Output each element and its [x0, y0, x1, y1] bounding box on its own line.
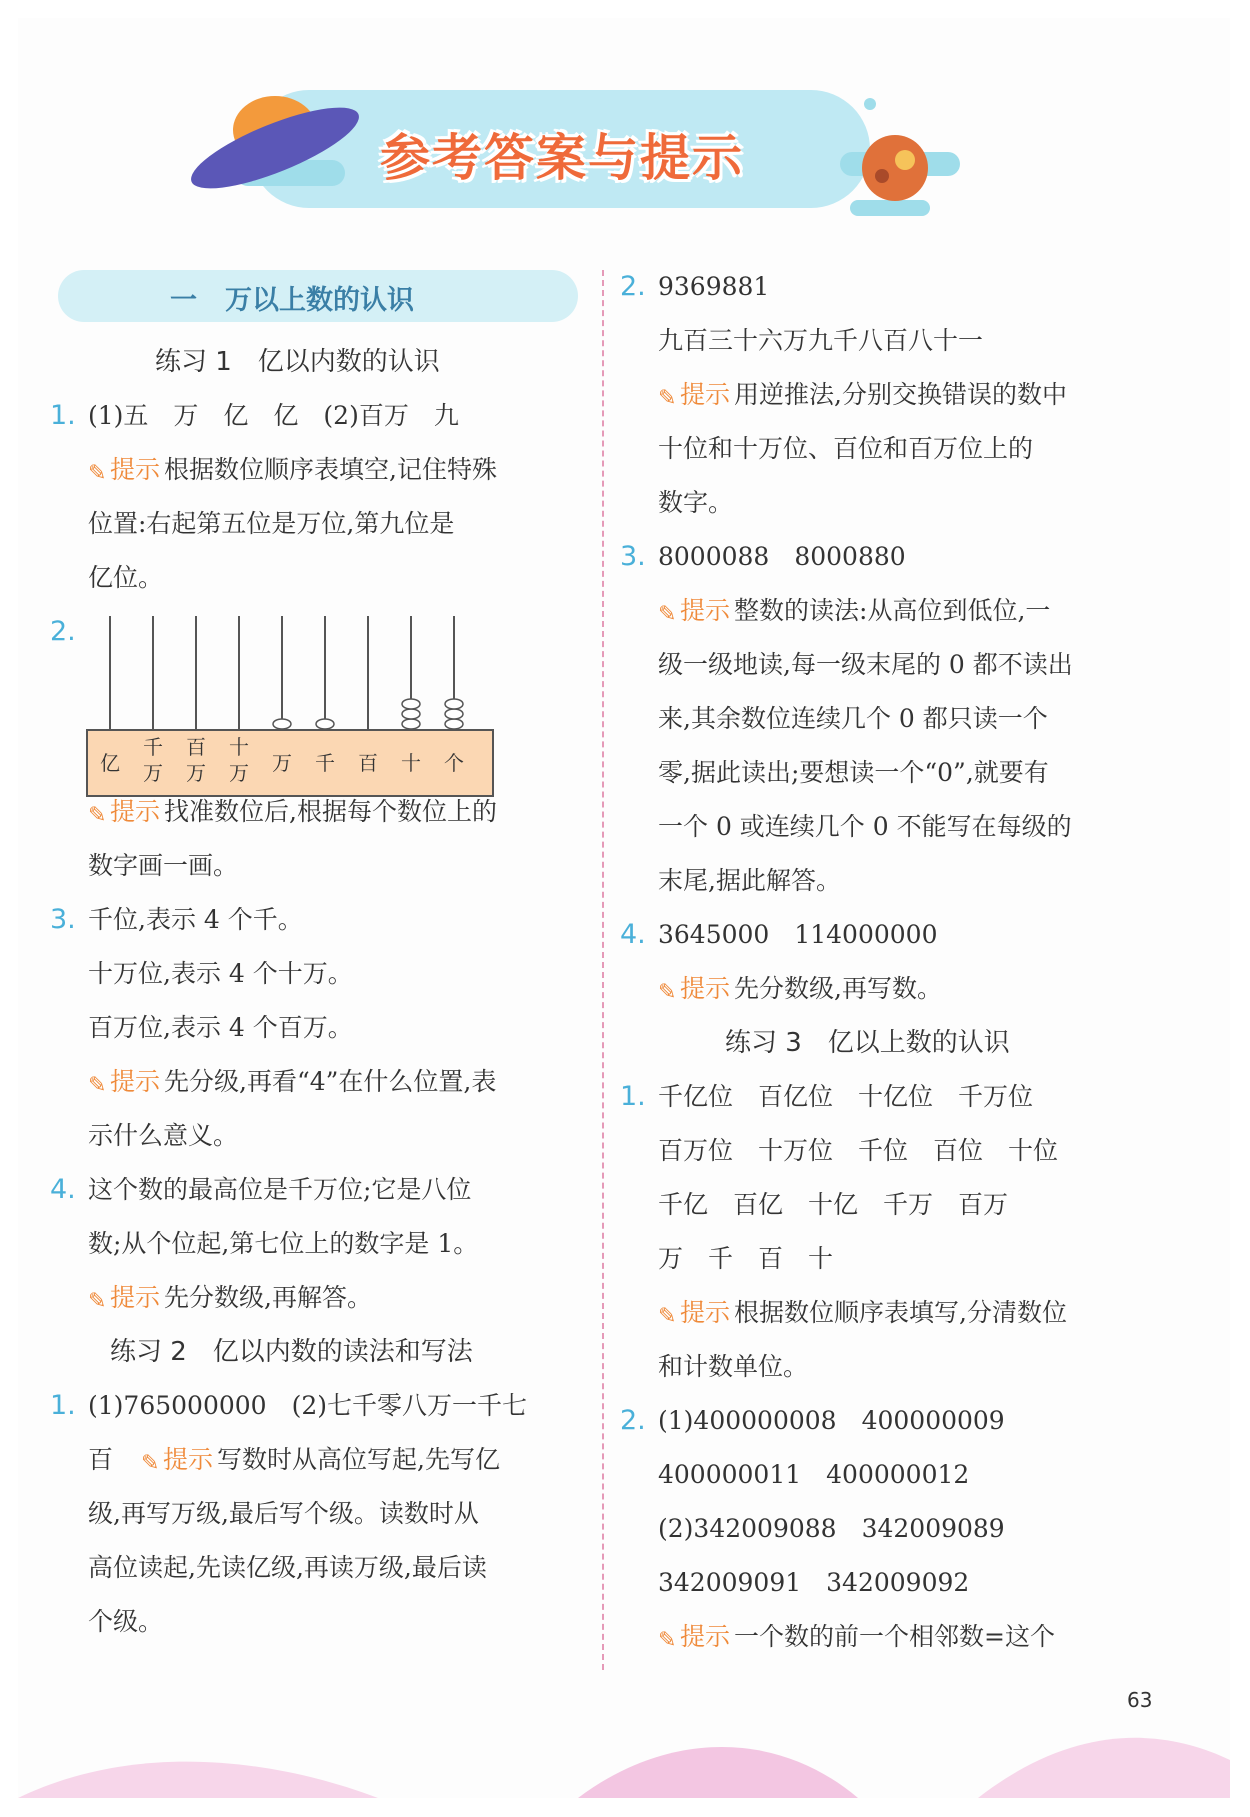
tip-line: [620, 1286, 1160, 1340]
question-number: 4.: [50, 1174, 76, 1205]
tip-text: 数字。: [658, 488, 734, 517]
answer-text: 千亿 百亿 十亿 千万 百万: [658, 1190, 1009, 1219]
tip-text: 末尾,据此解答。: [658, 866, 841, 895]
column-divider: [602, 270, 604, 1670]
tip-text: 用逆推法,分别交换错误的数中: [734, 380, 1067, 409]
tip-text: 示什么意义。: [88, 1121, 239, 1150]
tip-line: [620, 368, 1160, 422]
tip-line: [620, 962, 1160, 1016]
abacus-place-label: 百万: [186, 735, 206, 785]
answer-line: [620, 1394, 1160, 1448]
question-number: 3.: [50, 904, 76, 935]
tip-text: 和计数单位。: [658, 1352, 809, 1381]
answer-text: 342009091 342009092: [658, 1568, 970, 1597]
question-number: 2.: [620, 271, 646, 302]
answer-text: (1)765000000 (2)七千零八万一千七: [88, 1391, 527, 1420]
section-title-text: 万以上数的认识: [225, 285, 414, 316]
abacus-place-label: 亿: [100, 751, 120, 775]
tip-label: 提示: [680, 1298, 731, 1327]
tip-text: 十位和十万位、百位和百万位上的: [658, 434, 1034, 463]
tip-text: 找准数位后,根据每个数位上的: [164, 797, 497, 826]
tip-label: 提示: [680, 974, 731, 1003]
abacus-place-label: 十万: [229, 735, 249, 785]
pencil-icon: ✎: [88, 1289, 107, 1314]
answer-text: 九百三十六万九千八百八十一: [658, 326, 984, 355]
tip-line: [620, 584, 1160, 638]
answer-text: 百万位 十万位 千位 百位 十位: [658, 1136, 1059, 1165]
tip-label: 提示: [680, 1622, 731, 1651]
page-title: 参考答案与提示: [380, 129, 744, 187]
pencil-icon: ✎: [141, 1451, 160, 1476]
pencil-icon: ✎: [88, 1073, 107, 1098]
pencil-icon: ✎: [658, 980, 677, 1005]
tip-text: 根据数位顺序表填写,分清数位: [734, 1298, 1067, 1327]
tip-text: 来,其余数位连续几个 0 都只读一个: [658, 704, 1048, 733]
tip-text: 级一级地读,每一级末尾的 0 都不读出: [658, 650, 1073, 679]
abacus-bead: [445, 719, 463, 729]
tip-label: 提示: [110, 797, 161, 826]
tip-text: 亿位。: [88, 563, 164, 592]
footer-decoration: [18, 1700, 1230, 1798]
pencil-icon: ✎: [658, 1304, 677, 1329]
abacus-place-label: 个: [444, 751, 464, 775]
tip-line: [620, 1610, 1160, 1664]
answer-line: [620, 908, 1160, 962]
tip-text: 先分数级,再解答。: [164, 1283, 372, 1312]
tip-text: 写数时从高位写起,先写亿: [217, 1445, 500, 1474]
tip-line: [50, 443, 590, 497]
exercise-heading: 练习 1 亿以内数的认识: [155, 347, 440, 377]
tip-line: [50, 1055, 590, 1109]
answer-line: [50, 389, 590, 443]
tip-text: 先分级,再看“4”在什么位置,表: [164, 1067, 497, 1096]
abacus-bead: [273, 719, 291, 729]
answer-text: 百万位,表示 4 个百万。: [88, 1013, 353, 1042]
tip-text: 零,据此读出;要想读一个“0”,就要有: [658, 758, 1049, 787]
tip-label: 提示: [110, 1067, 161, 1096]
answer-text: 十万位,表示 4 个十万。: [88, 959, 353, 988]
answer-text: 数;从个位起,第七位上的数字是 1。: [88, 1229, 479, 1258]
abacus-bead: [445, 709, 463, 719]
question-number: 4.: [620, 919, 646, 950]
section-title: [170, 278, 414, 317]
question-number: 1.: [50, 400, 76, 431]
abacus-bead: [402, 709, 420, 719]
answer-line: [50, 1379, 590, 1433]
answer-line: [620, 530, 1160, 584]
abacus-bead: [445, 699, 463, 709]
answer-text: (2)342009088 342009089: [658, 1514, 1005, 1543]
abacus-bead: [402, 699, 420, 709]
tip-text: 高位读起,先读亿级,再读万级,最后读: [88, 1553, 487, 1582]
tip-label: 提示: [110, 455, 161, 484]
answer-text: 千亿位 百亿位 十亿位 千万位: [658, 1082, 1034, 1111]
answer-text: (1)五 万 亿 亿 (2)百万 九: [88, 401, 459, 430]
section-number: 一: [170, 285, 197, 316]
tip-label: 提示: [110, 1283, 161, 1312]
answer-line: [50, 1163, 590, 1217]
answer-text: 9369881: [658, 272, 770, 301]
tip-text: 一个数的前一个相邻数=这个: [734, 1622, 1055, 1651]
pencil-icon: ✎: [88, 461, 107, 486]
tip-text: 整数的读法:从高位到低位,一: [734, 596, 1051, 625]
abacus-place-label: 十: [401, 751, 421, 775]
question-number: 1.: [620, 1081, 646, 1112]
question-number: 2.: [50, 616, 76, 647]
abacus-place-label: 百: [358, 751, 378, 775]
pencil-icon: ✎: [658, 602, 677, 627]
tip-label: 提示: [680, 596, 731, 625]
pencil-icon: ✎: [658, 386, 677, 411]
abacus-place-label: 千: [315, 751, 335, 775]
pencil-icon: ✎: [88, 803, 107, 828]
abacus-place-label: 千万: [143, 735, 163, 785]
answer-line: [50, 1433, 590, 1487]
answer-line: [620, 260, 1160, 314]
tip-text: 一个 0 或连续几个 0 不能写在每级的: [658, 812, 1072, 841]
question-number: 1.: [50, 1390, 76, 1421]
answer-text: (1)400000008 400000009: [658, 1406, 1005, 1435]
answer-text: 千位,表示 4 个千。: [88, 905, 303, 934]
answer-text: 400000011 400000012: [658, 1460, 970, 1489]
exercise-heading: 练习 3 亿以上数的认识: [725, 1028, 1010, 1058]
answer-text: 万 千 百 十: [658, 1244, 834, 1273]
right-column: [620, 260, 1160, 1664]
abacus-diagram: [85, 612, 495, 802]
tip-text: 根据数位顺序表填空,记住特殊: [164, 455, 497, 484]
tip-label: 提示: [680, 380, 731, 409]
tip-line: [50, 1271, 590, 1325]
answer-text: 百: [88, 1445, 114, 1474]
tip-text: 先分数级,再写数。: [734, 974, 942, 1003]
abacus-bead: [402, 719, 420, 729]
left-column: [50, 335, 590, 1649]
tip-label: 提示: [163, 1445, 214, 1474]
abacus-bead: [316, 719, 334, 729]
tip-text: 级,再写万级,最后写个级。读数时从: [88, 1499, 479, 1528]
question-number: 2.: [620, 1405, 646, 1436]
exercise-heading: 练习 2 亿以内数的读法和写法: [110, 1337, 473, 1367]
page-number: 63: [1127, 1688, 1153, 1712]
answer-text: 3645000 114000000: [658, 920, 938, 949]
tip-text: 数字画一画。: [88, 851, 239, 880]
answer-line: [620, 1070, 1160, 1124]
answer-text: 这个数的最高位是千万位;它是八位: [88, 1175, 472, 1204]
answer-text: 8000088 8000880: [658, 542, 906, 571]
tip-text: 位置:右起第五位是万位,第九位是: [88, 509, 455, 538]
question-number: 3.: [620, 541, 646, 572]
answer-line: [50, 893, 590, 947]
abacus-place-label: 万: [272, 751, 292, 775]
pencil-icon: ✎: [658, 1628, 677, 1653]
tip-text: 个级。: [88, 1607, 164, 1636]
